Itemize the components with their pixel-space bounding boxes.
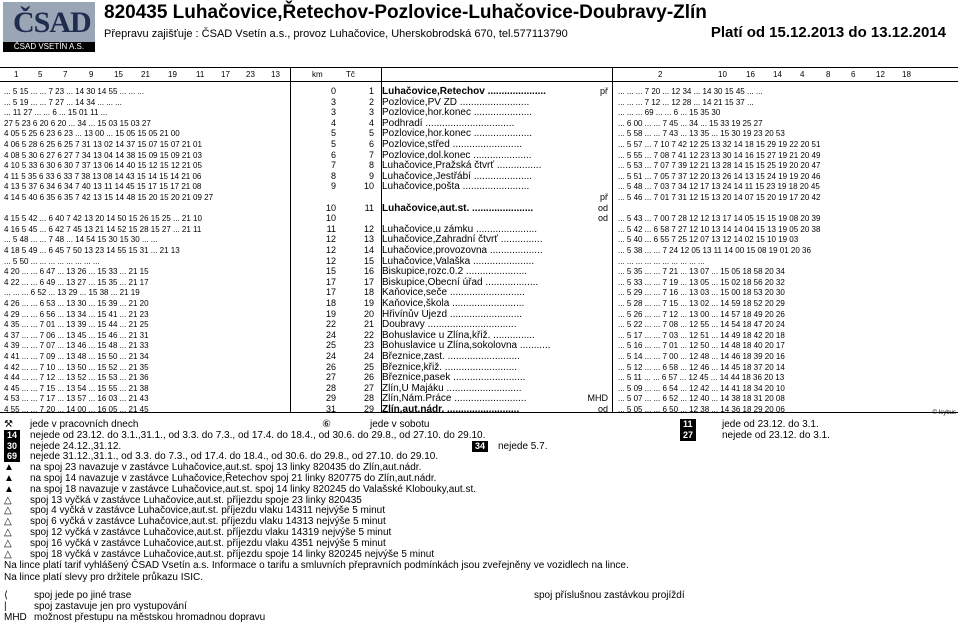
right-times: ... 5 07 ... ... 6 52 ... 12 40 ... 14 38 18 31 20 08 (618, 394, 785, 404)
tc-value: 23 (363, 340, 374, 351)
left-times: 4 29 ... ... 6 56 ... 13 34 ... 15 41 ... 21 23 (4, 309, 149, 319)
carrier-info: Přepravu zajišťuje : ČSAD Vsetín a.s., provoz Luhačovice, Uherskobrodská 670, tel.577113790 (104, 28, 568, 40)
tc-value: 9 (368, 170, 374, 181)
left-times: 4 05 5 25 6 23 6 23 ... 13 00 ... 15 05 15 05 21 00 (4, 129, 180, 139)
left-times: 4 39 ... ... 7 07 ... 13 46 ... 15 48 ... 21 33 (4, 341, 149, 351)
legend-text: na spoj 18 navazuje v zastávce Luhačovice,aut.st. spoj 14 linky 820245 do Valašské Klobouky,aut.st. (30, 483, 477, 495)
right-times: ... 5 16 ... ... 7 01 ... 12 50 ... 14 48 18 40 20 17 (618, 341, 785, 351)
legend-text: nejede od 23.12. do 3.1.,31.1., od 3.3. do 7.3., od 17.4. do 18.4., od 30.6. do 29.8., od 27.10. do 29.10. (30, 429, 486, 441)
tc-value: 21 (363, 319, 374, 330)
tc-value: 11 (364, 202, 374, 213)
stop-mark: od (597, 213, 608, 224)
left-times: ... 5 19 ... ... 7 27 ... 14 34 ... ... ... (4, 97, 122, 107)
tc-value: 16 (363, 266, 374, 277)
left-times: 27 5 23 6 20 6 20 ... 34 ... 15 03 15 03 27 (4, 118, 151, 128)
stop-name: Zlín,aut.nádr. .......................... (382, 404, 520, 415)
legend-text: nejede 31.12.,31.1., od 3.3. do 7.3., od 17.4. do 18.4., od 30.6. do 29.8., od 27.10. do 29.10. (30, 451, 439, 463)
trip-num: 23 (246, 70, 255, 79)
right-times: ... 5 57 ... 7 10 7 42 12 25 13 32 14 18 15 29 19 22 20 51 (618, 140, 821, 149)
legend-text: spoj 18 vyčká v zastávce Luhačovice,aut.st. příjezdu spoje 14 linky 820245 nejvýše 5 minut (30, 548, 435, 560)
left-times: 4 18 5 49 ... 6 45 7 50 13 23 14 55 15 31 ... 21 13 (4, 246, 180, 255)
stop-name: Luhačovice,Pražská čtvrť ................ (382, 160, 542, 172)
trip-num: 4 (800, 70, 805, 79)
tariff-note: Na lince platí tarif vyhlášený ČSAD Vsetín a.s. Informace o tarifu a smluvních přepravních podmínkách jsou zveřejněny ve vozidlech na lince. (4, 560, 629, 571)
stop-name: Pozlovice,hor.konec ..................... (382, 107, 533, 119)
right-times: ... 5 40 ... 6 55 7 25 12 07 13 12 14 02 15 10 19 03 (618, 235, 799, 245)
stop-name: Zlín,Nám.Práce .......................... (382, 393, 527, 405)
left-times: 4 15 5 42 ... 6 40 7 42 13 20 14 50 15 26 15 25 ... 21 10 (4, 214, 202, 224)
left-times: 4 53 ... ... 7 17 ... 13 57 ... 16 03 ... 21 43 (4, 394, 149, 404)
tc-value: 14 (363, 245, 374, 255)
right-times: ... 5 11 ... ... 6 57 ... 12 45 ... 14 44 18 36 20 13 (618, 373, 785, 383)
right-times: ... 5 58 ... ... 7 43 ... 13 35 ... 15 30 19 23 20 53 (618, 129, 785, 139)
stop-name: Luhačovice,provozovna ................... (382, 245, 543, 256)
legend-text: nejede 5.7. (498, 440, 548, 452)
right-times: ... 5 53 ... 7 07 7 39 12 21 13 28 14 15 15 25 19 20 20 47 (618, 161, 821, 171)
logo-mark: ČSAD (13, 6, 91, 39)
km-value: 26 (325, 361, 336, 372)
km-value: 28 (325, 382, 336, 393)
right-times: ... ... ... 7 20 ... 12 34 ... 14 30 15 45 ... ... (618, 87, 763, 96)
trip-num: 10 (718, 70, 727, 79)
tc-value: 20 (363, 308, 374, 319)
left-times: 4 42 ... ... 7 10 ... 13 50 ... 15 52 ... 21 35 (4, 362, 149, 372)
left-times: 4 20 ... ... 6 47 ... 13 26 ... 15 33 ... 21 15 (4, 267, 149, 277)
left-times: 4 22 ... ... 6 49 ... 13 27 ... 15 35 ... 21 17 (4, 277, 149, 287)
tc-value: 2 (368, 96, 374, 107)
trip-num: 2 (658, 70, 663, 79)
legend-text: nejede 24.12.,31.12. (30, 440, 122, 452)
symbol-text-right: spoj příslušnou zastávkou projíždí (534, 590, 685, 601)
km-value: 12 (325, 255, 336, 266)
stop-name: Pozlovice,střed ......................... (382, 139, 523, 150)
tc-value: 22 (363, 329, 374, 340)
left-times: ... ... ... 6 52 ... 13 29 ... 15 38 ... 21 19 (4, 288, 140, 298)
tc-value: 4 (368, 117, 374, 128)
km-value: 6 (330, 149, 336, 160)
legend-symbol: △ (4, 548, 12, 560)
right-times: ... 5 42 ... 6 58 7 27 12 10 13 14 14 04 15 13 19 05 20 38 (618, 224, 821, 234)
symbol-mark: | (4, 601, 7, 612)
tc-value: 6 (368, 139, 374, 149)
legend-symbol: 69 (4, 451, 20, 462)
right-times: ... ... ... ... ... ... ... ... ... ... (618, 256, 705, 266)
legend-symbol: ▲ (4, 483, 14, 495)
tc-value: 29 (363, 404, 374, 414)
tc-value: 19 (363, 298, 374, 308)
km-value: 29 (325, 393, 336, 404)
legend-symbol: 34 (472, 441, 488, 452)
stop-name: Kaňovice,škola .......................... (382, 298, 525, 309)
stop-name: Luhačovice,Jestřábí ..................... (382, 170, 533, 182)
stop-name: Březnice,křiž. .......................... (382, 361, 518, 373)
left-times: 4 41 ... ... 7 09 ... 13 48 ... 15 50 ... 21 34 (4, 352, 149, 361)
stop-name: Luhačovice,pošta ........................ (382, 181, 530, 193)
logo-caption: ČSAD VSETÍN A.S. (3, 42, 95, 52)
legend-text: spoj 4 vyčká v zastávce Luhačovice,aut.st. příjezdu vlaku 14311 nejvýše 5 minut (30, 505, 386, 517)
stop-name: Březnice,pasek .......................... (382, 372, 526, 384)
legend-text: nejede od 23.12. do 3.1. (722, 429, 830, 441)
tc-value: 13 (363, 234, 374, 245)
symbol-text: možnost přestupu na městskou hromadnou dopravu (34, 612, 266, 623)
left-times: 4 14 5 40 6 35 6 35 7 42 13 15 14 48 15 20 15 20 21 09 27 (4, 193, 214, 202)
legend-symbol: 14 (4, 430, 20, 441)
km-value: 18 (325, 298, 336, 308)
trip-num: 11 (196, 70, 205, 79)
right-times: ... 5 55 ... 7 08 7 41 12 23 13 30 14 16 15 27 19 21 20 49 (618, 150, 821, 160)
right-times: ... 5 33 ... ... 7 19 ... 13 05 ... 15 02 18 56 20 32 (618, 277, 785, 287)
stop-name: Bohuslavice u Zlína,křiž. ............... (382, 329, 535, 341)
stop-name: Biskupice,Obecní úřad ................... (382, 276, 539, 288)
km-value: 24 (325, 351, 336, 361)
stop-mark: MHD (587, 393, 608, 404)
km-value: 3 (330, 96, 336, 107)
km-value: 31 (325, 404, 336, 414)
km-value: 22 (325, 319, 336, 330)
left-times: 4 11 5 35 6 33 6 33 7 38 13 08 14 43 15 14 15 14 21 06 (4, 171, 202, 181)
stop-name: Kaňovice,seče ........................... (382, 287, 525, 299)
trip-num: 13 (271, 70, 280, 79)
validity-period: Platí od 15.12.2013 do 13.12.2014 (710, 24, 946, 41)
trip-num: 5 (38, 70, 43, 79)
tc-value: 1 (368, 86, 374, 96)
right-times: ... 5 51 ... 7 05 7 37 12 20 13 26 14 13 15 24 19 19 20 46 (618, 171, 821, 181)
tc-value: 12 (363, 223, 374, 234)
stop-name: Zlín,U Majáku ........................... (382, 382, 522, 394)
km-value: 3 (330, 107, 336, 118)
legend-text: na spoj 23 navazuje v zastávce Luhačovice,aut.st. spoj 13 linky 820435 do Zlín,aut.nádr. (30, 462, 422, 474)
legend-symbol: ▲ (4, 473, 14, 484)
stop-mark: př (599, 86, 608, 96)
km-value: 0 (330, 86, 336, 96)
trip-num: 17 (221, 70, 230, 79)
legend-symbol: △ (4, 494, 12, 506)
legend-text: spoj 16 vyčká v zastávce Luhačovice,aut.st. příjezdu vlaku 4351 nejvýše 5 minut (30, 537, 386, 549)
trip-num: 9 (89, 70, 94, 79)
right-times: ... 5 35 ... ... 7 21 ... 13 07 ... 15 05 18 58 20 34 (618, 267, 785, 277)
right-times: ... 5 12 ... ... 6 58 ... 12 46 ... 14 45 18 37 20 14 (618, 362, 785, 372)
tc-value: 28 (363, 393, 374, 404)
stop-name: Pozlovice,hor.konec ..................... (382, 128, 533, 140)
stop-name: Luhačovice,Valaška ...................... (382, 255, 535, 267)
trip-num: 18 (902, 70, 911, 79)
tc-value: 15 (363, 255, 374, 266)
km-value: 10 (325, 202, 336, 213)
symbol-mark: ⟨ (4, 590, 8, 601)
km-value: 5 (330, 139, 336, 149)
stop-name: Hřivínův Újezd .......................... (382, 308, 523, 320)
legend-symbol: △ (4, 527, 12, 538)
tc-value: 8 (368, 160, 374, 171)
right-times: ... 5 26 ... ... 7 12 ... 13 00 ... 14 57 18 49 20 26 (618, 309, 785, 319)
trip-num: 19 (168, 70, 177, 79)
legend-text: spoj 12 vyčká v zastávce Luhačovice,aut.st. příjezdu vlaku 14319 nejvýše 5 minut (30, 527, 392, 538)
stop-name: Luhačovice,Řetechov ..................... (382, 86, 546, 97)
km-value: 7 (330, 160, 336, 171)
right-times: ... 5 28 ... ... 7 15 ... 13 02 ... 14 59 18 52 20 29 (618, 299, 785, 308)
tc-value: 26 (363, 372, 374, 383)
legend-text: spoj 13 vyčká v zastávce Luhačovice,aut.st. příjezdu spoje 23 linky 820435 (30, 494, 362, 506)
trip-num: 8 (826, 70, 831, 79)
legend-symbol: △ (4, 505, 12, 517)
left-times: 4 13 5 37 6 34 6 34 7 40 13 11 14 45 15 17 15 17 21 08 (4, 182, 202, 192)
left-times: ... 11 27 ... ... 6 ... 15 01 11 ... (4, 108, 108, 118)
right-times: ... 5 38 ... ... 7 24 12 05 13 11 14 00 15 08 19 01 20 36 (618, 246, 811, 255)
right-times: ... ... ... 69 ... ... 6 ... 15 35 30 (618, 108, 721, 118)
legend-symbol: 27 (680, 430, 696, 441)
left-times: 4 06 5 28 6 25 6 25 7 31 13 02 14 37 15 07 15 07 21 01 (4, 140, 202, 149)
legend-symbol: ⑥ (322, 419, 331, 430)
tc-value: 10 (363, 181, 374, 192)
symbol-text: spoj jede po jiné trase (34, 590, 132, 601)
stop-name: Bohuslavice u Zlína,sokolovna ........... (382, 340, 551, 352)
km-value: 25 (325, 340, 336, 351)
km-value: 8 (330, 170, 336, 181)
stop-name: Biskupice,rozc.0.2 ...................... (382, 266, 528, 278)
legend-text: jede v pracovních dnech (30, 419, 139, 430)
stop-name: Luhačovice,aut.st. ...................... (382, 202, 534, 214)
legend-text: jede od 23.12. do 3.1. (722, 419, 819, 430)
km-value: 24 (325, 329, 336, 340)
right-times: ... 5 29 ... ... 7 16 ... 13 03 ... 15 00 18 53 20 30 (618, 288, 785, 298)
left-times: ... 5 48 ... ... 7 48 ... 14 54 15 30 15 30 ... ... (4, 235, 158, 245)
right-times: ... 5 14 ... ... 7 00 ... 12 48 ... 14 46 18 39 20 16 (618, 352, 785, 361)
legend-symbol: 30 (4, 441, 20, 452)
km-value: 4 (330, 117, 336, 128)
tc-value: 17 (363, 276, 374, 287)
trip-num: 6 (851, 70, 856, 79)
tc-value: 3 (368, 107, 374, 118)
right-times: ... 5 22 ... ... 7 08 ... 12 55 ... 14 54 18 47 20 24 (618, 320, 785, 330)
isic-note: Na lince platí slevy pro držitele průkazu ISIC. (4, 572, 203, 583)
left-times: 4 35 ... ... 7 01 ... 13 39 ... 15 44 ... 21 25 (4, 320, 149, 330)
km-value: 10 (325, 213, 336, 224)
legend-text: spoj 6 vyčká v zastávce Luhačovice,aut.st. příjezdu vlaku 14313 nejvýše 5 minut (30, 516, 386, 528)
symbol-text: spoj zastavuje jen pro vystupování (34, 601, 187, 612)
legend-symbol: 11 (680, 419, 696, 430)
km-value: 15 (325, 266, 336, 277)
left-times: 4 37 ... ... 7 06 ... 13 45 ... 15 46 ... 21 31 (4, 330, 149, 340)
km-header: km (312, 70, 323, 79)
trip-number-header (0, 67, 958, 82)
stop-name: Březnice,zast. .......................... (382, 351, 520, 362)
credit: © Isybus (932, 410, 956, 416)
left-times: 4 10 5 33 6 30 6 30 7 37 13 06 14 40 15 12 15 12 21 05 (4, 161, 202, 171)
legend-text: na spoj 14 navazuje v zastávce Luhačovice,Řetechov spoj 21 linky 820775 do Zlín,aut.nádr. (30, 473, 437, 484)
km-value: 27 (325, 372, 336, 383)
km-value: 19 (325, 308, 336, 319)
trip-num: 7 (63, 70, 68, 79)
tc-value: 18 (363, 287, 374, 298)
km-value: 11 (326, 223, 336, 234)
left-times: 4 08 5 30 6 27 6 27 7 34 13 04 14 38 15 09 15 09 21 03 (4, 150, 202, 160)
right-divider (612, 67, 613, 412)
km-divider (290, 67, 291, 412)
stop-name: Podhradí ................................ (382, 117, 515, 129)
left-times: 4 55 ... ... 7 20 ... 14 00 ... 16 05 ... 21 45 (4, 405, 149, 414)
km-value: 5 (330, 128, 336, 139)
right-times: ... 5 05 ... ... 6 50 ... 12 38 ... 14 36 18 29 20 06 (618, 405, 785, 414)
stop-name: Pozlovice,dol.konec ..................... (382, 149, 532, 161)
left-times: ... 5 50 ... ... ... ... ... ... ... ... (4, 256, 100, 266)
left-times: 4 16 5 45 ... 6 42 7 45 13 21 14 52 15 28 15 27 ... 21 11 (4, 224, 202, 234)
tc-header: Tč (346, 70, 355, 79)
tc-value: 24 (363, 351, 374, 361)
tc-value: 27 (363, 382, 374, 393)
company-logo (3, 2, 95, 52)
tc-value: 7 (368, 149, 374, 160)
right-times: ... 5 43 ... 7 00 7 28 12 12 13 17 14 05 15 15 19 08 20 39 (618, 214, 821, 224)
left-times: 4 44 ... ... 7 12 ... 13 52 ... 15 53 ... 21 36 (4, 373, 149, 383)
stop-mark: od (597, 404, 608, 414)
legend-symbol: △ (4, 537, 12, 549)
legend-symbol: ⚒ (4, 419, 13, 430)
stop-name: Doubravy ................................ (382, 319, 517, 331)
symbol-mark: MHD (4, 612, 27, 623)
stop-mark: od (597, 202, 608, 213)
trip-num: 12 (876, 70, 885, 79)
right-times: ... 5 46 ... 7 01 7 31 12 15 13 20 14 07 15 20 19 17 20 42 (618, 193, 821, 202)
trip-num: 15 (114, 70, 123, 79)
right-times: ... 5 48 ... 7 03 7 34 12 17 13 24 14 11 15 23 19 18 20 45 (618, 182, 820, 192)
left-times: 4 26 ... ... 6 53 ... 13 30 ... 15 39 ... 21 20 (4, 299, 149, 308)
legend-symbol: ▲ (4, 462, 14, 474)
legend-text: jede v sobotu (370, 419, 430, 430)
trip-num: 16 (746, 70, 755, 79)
km-value: 17 (325, 276, 336, 287)
legend-symbol: △ (4, 516, 12, 528)
stop-name: Luhačovice,u zámku ...................... (382, 223, 538, 235)
trip-num: 1 (14, 70, 19, 79)
page-title: 820435 Luhačovice,Řetechov-Pozlovice-Luhačovice-Doubravy-Zlín (104, 2, 707, 23)
trip-num: 21 (141, 70, 150, 79)
km-value: 12 (325, 245, 336, 255)
stop-name: Pozlovice,PV ZD ......................... (382, 96, 530, 108)
km-value: 9 (330, 181, 336, 192)
right-times: ... 6 00 ... ... 7 45 ... 34 ... 15 33 19 25 27 (618, 118, 763, 128)
tc-value: 25 (363, 361, 374, 372)
stop-mark: př (599, 192, 608, 202)
km-value: 12 (325, 234, 336, 245)
left-times: 4 45 ... ... 7 15 ... 13 54 ... 15 55 ... 21 38 (4, 383, 149, 393)
left-times: ... 5 15 ... ... 7 23 ... 14 30 14 55 ... ... ... (4, 87, 145, 96)
right-times: ... 5 09 ... ... 6 54 ... 12 42 ... 14 41 18 34 20 10 (618, 383, 785, 393)
stop-name: Luhačovice,Zahradní čtvrť ............... (382, 234, 543, 246)
km-value: 17 (325, 287, 336, 298)
right-times: ... ... ... 7 12 ... 12 28 ... 14 21 15 37 ... (618, 97, 754, 107)
right-times: ... 5 17 ... ... 7 03 ... 12 51 ... 14 49 18 42 20 18 (618, 330, 785, 340)
tc-value: 5 (368, 128, 374, 139)
trip-num: 14 (773, 70, 782, 79)
